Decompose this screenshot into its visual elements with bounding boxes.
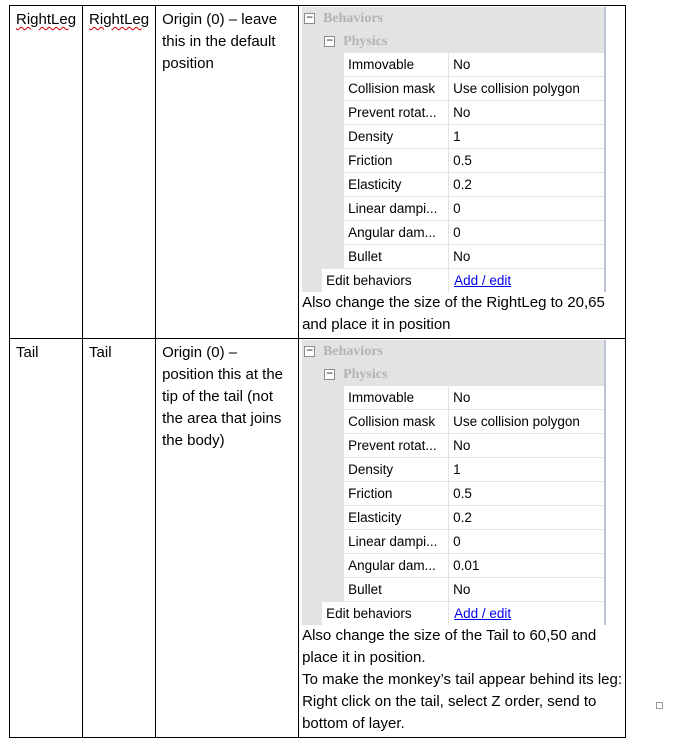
property-name: Linear dampi...: [344, 197, 449, 220]
property-name: Density: [344, 458, 449, 481]
image-name-cell: [83, 6, 156, 339]
property-row[interactable]: [344, 197, 604, 221]
table-row: [10, 339, 626, 738]
property-name: Immovable: [344, 386, 449, 409]
origin-note: Origin (0) – leave this in the default position: [162, 11, 278, 72]
property-name: Friction: [344, 149, 449, 172]
property-name: Angular dam...: [344, 554, 449, 577]
properties-cell: [299, 6, 626, 339]
edit-behaviors-label: Edit behaviors: [322, 602, 449, 625]
minus-box-icon[interactable]: −: [305, 346, 314, 356]
property-name: Elasticity: [344, 173, 449, 196]
table-resize-handle[interactable]: [656, 702, 663, 709]
behaviors-group-header[interactable]: [302, 340, 604, 363]
property-row[interactable]: [344, 506, 604, 530]
property-row[interactable]: [344, 221, 604, 245]
property-name: Linear dampi...: [344, 530, 449, 553]
property-row[interactable]: [344, 173, 604, 197]
property-value[interactable]: 0: [453, 224, 461, 240]
z-order-note: To make the monkey’s tail appear behind its leg: Right click on the tail, select Z order, send to bottom of layer.: [302, 671, 623, 732]
object-name: Tail: [16, 344, 39, 361]
image-name: Tail: [89, 344, 112, 361]
property-value[interactable]: No: [453, 104, 471, 120]
property-value[interactable]: 1: [453, 461, 461, 477]
image-name: RightLeg: [89, 11, 150, 28]
properties-panel: [302, 340, 606, 625]
physics-group-label: Physics: [343, 366, 388, 382]
minus-box-icon[interactable]: −: [325, 36, 334, 46]
origin-note: Origin (0) – position this at the tip of the tail (not the area that joins the body): [162, 344, 284, 449]
property-row[interactable]: [344, 578, 604, 602]
property-value[interactable]: No: [453, 248, 471, 264]
property-value[interactable]: No: [453, 56, 471, 72]
property-value[interactable]: No: [453, 437, 471, 453]
property-name: Friction: [344, 482, 449, 505]
property-value[interactable]: 0.01: [453, 557, 480, 573]
property-name: Prevent rotat...: [344, 101, 449, 124]
property-row[interactable]: [344, 458, 604, 482]
property-name: Prevent rotat...: [344, 434, 449, 457]
property-name: Angular dam...: [344, 221, 449, 244]
property-row[interactable]: [344, 554, 604, 578]
physics-group-header[interactable]: [302, 363, 604, 386]
property-row[interactable]: [344, 245, 604, 269]
instructions-table: [9, 5, 626, 738]
edit-behaviors-row: [322, 602, 604, 625]
size-note: Also change the size of the RightLeg to 20,65 and place it in position: [302, 294, 605, 333]
property-name: Density: [344, 125, 449, 148]
property-row[interactable]: [344, 125, 604, 149]
behaviors-group-label: Behaviors: [323, 343, 383, 359]
property-value[interactable]: 1: [453, 128, 461, 144]
property-value[interactable]: 0.2: [453, 509, 472, 525]
table-row: [10, 6, 626, 339]
property-value[interactable]: 0.2: [453, 176, 472, 192]
origin-cell: [156, 6, 299, 339]
property-name: Immovable: [344, 53, 449, 76]
property-value[interactable]: No: [453, 581, 471, 597]
edit-behaviors-label: Edit behaviors: [322, 269, 449, 292]
property-row[interactable]: [344, 434, 604, 458]
minus-box-icon[interactable]: −: [325, 369, 334, 379]
property-row[interactable]: [344, 77, 604, 101]
physics-group-label: Physics: [343, 33, 388, 49]
property-value[interactable]: 0: [453, 533, 461, 549]
size-note: Also change the size of the Tail to 60,50 and place it in position.: [302, 627, 597, 666]
behaviors-group-header[interactable]: [302, 7, 604, 30]
property-row[interactable]: [344, 410, 604, 434]
physics-group-header[interactable]: [302, 30, 604, 53]
object-name-cell: [10, 339, 83, 738]
property-row[interactable]: [344, 386, 604, 410]
property-row[interactable]: [344, 53, 604, 77]
object-name: RightLeg: [16, 11, 77, 28]
property-name: Bullet: [344, 578, 449, 601]
edit-behaviors-row: [322, 269, 604, 292]
property-name: Bullet: [344, 245, 449, 268]
minus-box-icon[interactable]: −: [305, 13, 314, 23]
property-row[interactable]: [344, 482, 604, 506]
property-value[interactable]: 0: [453, 200, 461, 216]
property-value[interactable]: Use collision polygon: [453, 413, 580, 429]
image-name-cell: [83, 339, 156, 738]
add-edit-link[interactable]: Add / edit: [454, 272, 512, 288]
property-row[interactable]: [344, 530, 604, 554]
property-name: Collision mask: [344, 410, 449, 433]
property-value[interactable]: 0.5: [453, 152, 472, 168]
property-row[interactable]: [344, 101, 604, 125]
property-row[interactable]: [344, 149, 604, 173]
properties-cell: [299, 339, 626, 738]
property-name: Elasticity: [344, 506, 449, 529]
property-value[interactable]: Use collision polygon: [453, 80, 580, 96]
origin-cell: [156, 339, 299, 738]
add-edit-link[interactable]: Add / edit: [454, 605, 512, 621]
property-value[interactable]: 0.5: [453, 485, 472, 501]
property-name: Collision mask: [344, 77, 449, 100]
property-value[interactable]: No: [453, 389, 471, 405]
object-name-cell: [10, 6, 83, 339]
properties-panel: [302, 7, 606, 292]
behaviors-group-label: Behaviors: [323, 10, 383, 26]
